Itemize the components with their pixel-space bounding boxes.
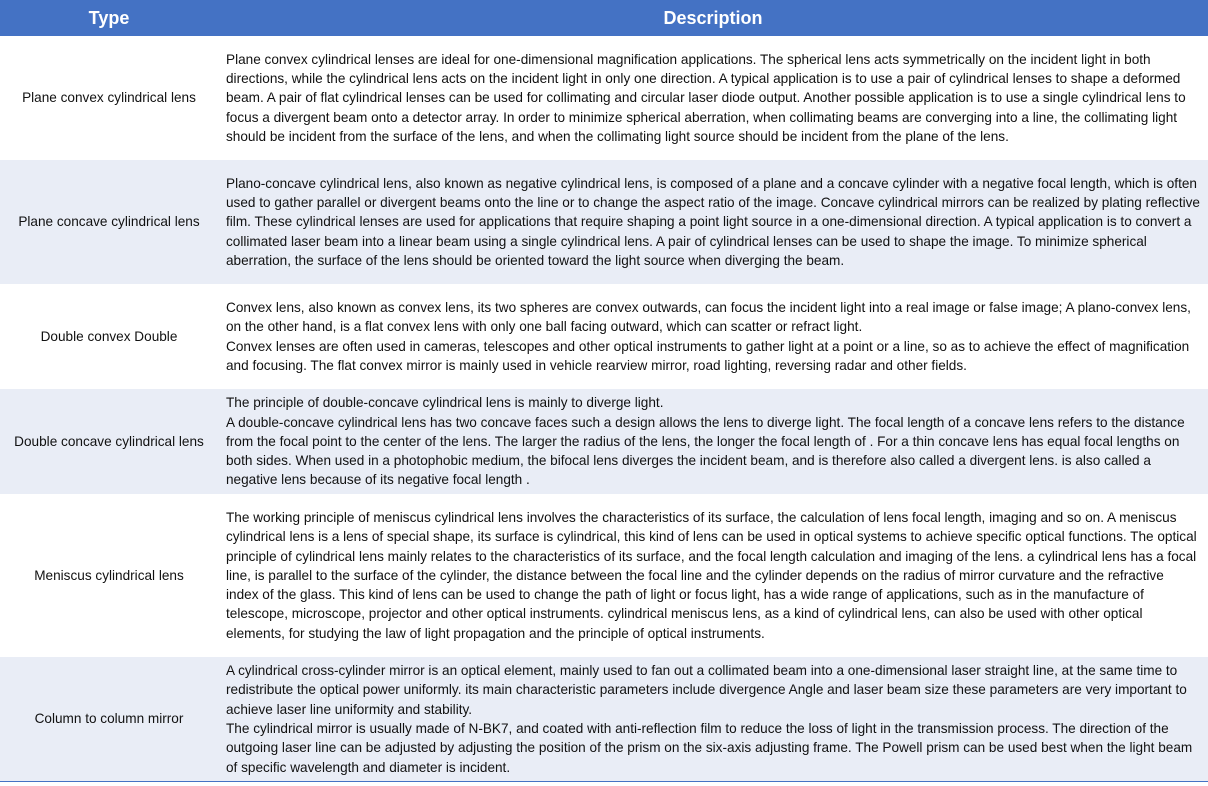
table-row <box>0 494 1208 657</box>
description-paragraph: Plano-concave cylindrical lens, also known as negative cylindrical lens, is composed of a plane and a concave cylinder with a negative focal length, which is often used to gather parallel or divergent beams onto the line or to change the aspect ratio of the image. Concave cylindrical mirrors can be realized by plating reflective film. These cylindrical lenses are used for applications that require shaping a point light source in a one-dimensional direction. A typical application is to convert a collimated laser beam into a linear beam using a single cylindrical lens. A pair of cylindrical lenses can be used to shape the image. To minimize spherical aberration, the surface of the lens should be oriented toward the light source when diverging the beam. <box>226 175 1200 268</box>
table-row <box>0 657 1208 781</box>
table-bottom-rule <box>0 781 1208 782</box>
table-header <box>0 0 1208 36</box>
description-column-header: Description <box>218 0 1208 36</box>
description-cell <box>218 657 1208 781</box>
lens-type-cell: Plane concave cylindrical lens <box>0 160 218 284</box>
table-row <box>0 36 1208 160</box>
header-row <box>0 0 1208 36</box>
description-cell <box>218 494 1208 657</box>
description-paragraph: The principle of double-concave cylindrical lens is mainly to diverge light. <box>226 395 664 411</box>
table-row <box>0 284 1208 389</box>
lens-type-cell: Double concave cylindrical lens <box>0 389 218 494</box>
table-row <box>0 389 1208 494</box>
description-cell <box>218 36 1208 160</box>
description-paragraph: The cylindrical mirror is usually made of N-BK7, and coated with anti-reflection film to reduce the loss of light in the transmission process. The direction of the outgoing laser line can be adjusted by adjusting the position of the prism on the six-axis adjusting frame. The Powell prism can be used best when the light beam of specific wavelength and diameter is incident. <box>226 721 1193 775</box>
description-paragraph: A cylindrical cross-cylinder mirror is an optical element, mainly used to fan out a collimated beam into a one-dimensional laser straight line, at the same time to redistribute the optical power uniformly. its main characteristic parameters include divergence Angle and laser beam size these parameters are very important to achieve laser line uniformity and stability. <box>226 663 1187 717</box>
description-cell <box>218 389 1208 494</box>
description-paragraph: Plane convex cylindrical lenses are ideal for one-dimensional magnification applications. The spherical lens acts symmetrically on the incident light in both directions, while the cylindrical lens acts on the incident light in only one direction. A typical application is to use a pair of cylindrical lenses to shape a deformed beam. A pair of flat cylindrical lenses can be used for collimating and circular laser diode output. Another possible application is to use a single cylindrical lens to focus a divergent beam onto a detector array. In order to minimize spherical aberration, when collimating beams are converging into a line, the collimating light should be incident from the surface of the lens, and when the collimating light source should be incident from the plane of the lens. <box>226 51 1186 144</box>
description-paragraph: The working principle of meniscus cylindrical lens involves the characteristics of its surface, the calculation of lens focal length, imaging and so on. A meniscus cylindrical lens is a lens of special shape, its surface is cylindrical, this kind of lens can be used in optical systems to achieve specific optical functions. The optical principle of cylindrical lens mainly relates to the characteristics of its surface, and the focal length calculation and imaging of the lens. a cylindrical lens has a focal line, is parallel to the surface of the cylinder, the distance between the focal line and the cylinder depends on the radius of mirror curvature and the refractive index of the glass. This kind of lens can be used to change the path of light or focus light, has a wide range of applications, such as in the manufacture of telescope, microscope, projector and other optical instruments. cylindrical meniscus lens, as a kind of cylindrical lens, can also be used with other optical elements, for studying the law of light propagation and the principle of optical instruments. <box>226 509 1197 641</box>
table-body <box>0 36 1208 781</box>
lens-type-cell: Plane convex cylindrical lens <box>0 36 218 160</box>
description-paragraph: Convex lens, also known as convex lens, its two spheres are convex outwards, can focus the incident light into a real image or false image; A plano-convex lens, on the other hand, is a flat convex lens with only one ball facing outward, which can scatter or refract light. <box>226 299 1191 335</box>
description-cell <box>218 160 1208 284</box>
description-paragraph: A double-concave cylindrical lens has two concave faces such a design allows the lens to diverge light. The focal length of a concave lens refers to the distance from the focal point to the center of the lens. The larger the radius of the lens, the longer the focal length of . For a thin concave lens has equal focal lengths on both sides. When used in a photophobic medium, the bifocal lens diverges the incident beam, and is therefore also called a divergent lens. is also called a negative lens because of its negative focal length . <box>226 414 1185 488</box>
lens-type-cell: Meniscus cylindrical lens <box>0 494 218 657</box>
description-cell <box>218 284 1208 389</box>
type-column-header: Type <box>0 0 218 36</box>
description-paragraph: Convex lenses are often used in cameras, telescopes and other optical instruments to gather light at a point or a line, so as to achieve the effect of magnification and focusing. The flat convex mirror is mainly used in vehicle rearview mirror, road lighting, reversing radar and other fields. <box>226 338 1190 373</box>
lens-type-cell: Double convex Double <box>0 284 218 389</box>
lens-type-cell: Column to column mirror <box>0 657 218 781</box>
table-row <box>0 160 1208 284</box>
